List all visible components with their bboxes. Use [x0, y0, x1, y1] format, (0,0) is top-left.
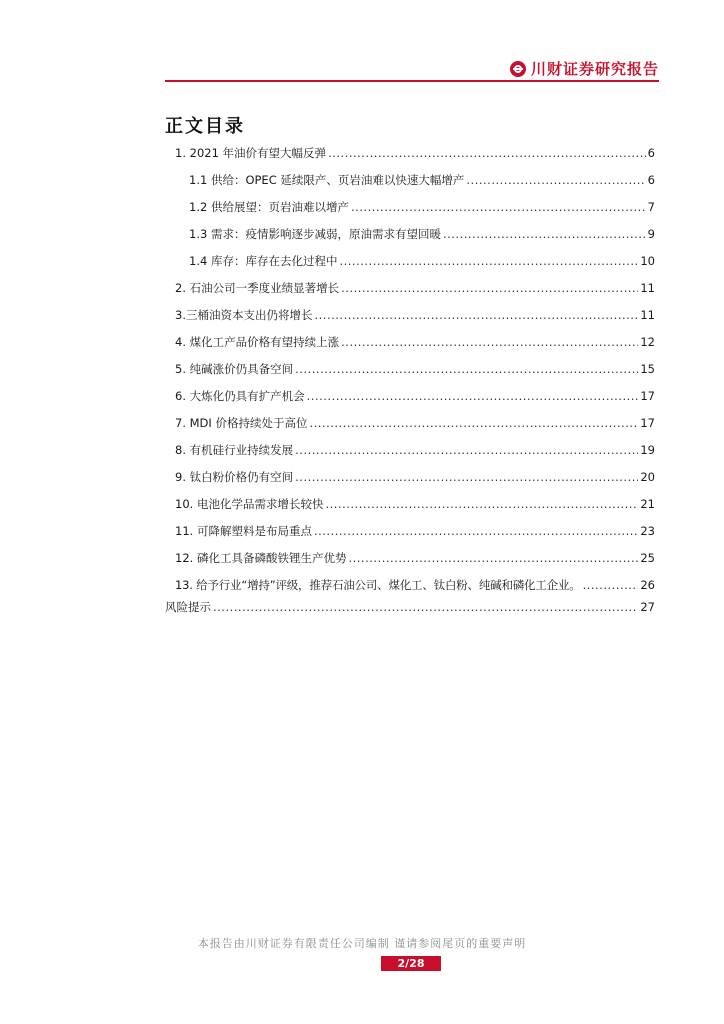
toc-entry[interactable]	[175, 469, 655, 485]
toc-entry[interactable]	[175, 550, 655, 566]
toc-entry-label: 12. 磷化工具备磷酸铁锂生产优势	[175, 551, 347, 565]
brand	[510, 58, 659, 79]
toc-entry[interactable]	[175, 388, 655, 404]
toc-entry-page: 11	[640, 308, 655, 322]
toc-leader-dots	[307, 388, 639, 404]
toc-entry[interactable]	[175, 496, 655, 512]
toc-leader-dots	[341, 334, 638, 350]
toc-entry[interactable]	[189, 226, 655, 242]
toc-entry-label: 10. 电池化学品需求增长较快	[175, 497, 324, 511]
toc-leader-dots	[213, 599, 638, 615]
toc-entry[interactable]	[189, 199, 655, 215]
toc-entry-page: 17	[640, 389, 655, 403]
toc-entry-page: 11	[640, 281, 655, 295]
toc-leader-dots	[295, 442, 638, 458]
header-divider	[165, 80, 659, 82]
toc-entry-page: 21	[640, 497, 655, 511]
toc-entry[interactable]	[189, 172, 655, 188]
toc-leader-dots	[295, 361, 638, 377]
toc-entry-label: 风险提示	[165, 600, 211, 614]
toc-entry-label: 1.3 需求：疫情影响逐步减弱，原油需求有望回暖	[189, 227, 441, 241]
toc-entry-page: 10	[640, 254, 655, 268]
toc-leader-dots	[328, 145, 646, 161]
toc-entry-page: 9	[647, 227, 655, 241]
toc-entry-label: 1. 2021 年油价有望大幅反弹	[175, 146, 327, 160]
toc-entry[interactable]	[175, 442, 655, 458]
footer-disclaimer: 本报告由川财证券有限责任公司编制 谨请参阅尾页的重要声明	[197, 937, 527, 950]
toc-entry-label: 7. MDI 价格持续处于高位	[175, 416, 308, 430]
toc-entry[interactable]	[175, 307, 655, 323]
toc-leader-dots	[309, 415, 638, 431]
brand-name: 川财证券研究报告	[530, 60, 659, 78]
toc-entry-label: 4. 煤化工产品价格有望持续上涨	[175, 335, 340, 349]
toc-entry-label: 11. 可降解塑料是布局重点	[175, 524, 312, 538]
toc-entry-page: 20	[640, 470, 655, 484]
toc-leader-dots	[314, 307, 638, 323]
toc-entry-page: 15	[640, 362, 655, 376]
toc-entry-page: 7	[647, 200, 655, 214]
toc-entry[interactable]	[175, 334, 655, 350]
toc-entry-label: 1.2 供给展望：页岩油难以增产	[189, 200, 349, 214]
toc-entry-page: 6	[647, 146, 655, 160]
toc-entry-page: 26	[640, 578, 655, 592]
toc-leader-dots	[348, 550, 638, 566]
toc-entry[interactable]	[175, 280, 655, 296]
toc-entry-label: 5. 纯碱涨价仍具备空间	[175, 362, 294, 376]
toc-entry-label: 3.三桶油资本支出仍将增长	[175, 308, 313, 322]
toc-entry-page: 23	[640, 524, 655, 538]
toc-entry-label: 2. 石油公司一季度业绩显著增长	[175, 281, 340, 295]
toc-entry-label: 1.4 库存：库存在去化过程中	[189, 254, 338, 268]
toc-entry[interactable]	[175, 577, 655, 593]
toc-entry-page: 6	[647, 173, 655, 187]
toc-leader-dots	[351, 199, 646, 215]
toc-title: 正文目录	[165, 116, 245, 137]
toc-entry-page: 17	[640, 416, 655, 430]
toc-entry[interactable]	[175, 361, 655, 377]
toc-leader-dots	[583, 577, 639, 593]
toc-entry-label: 8. 有机硅行业持续发展	[175, 443, 294, 457]
report-header	[165, 56, 659, 84]
chuancai-logo-icon	[510, 61, 526, 77]
toc-entry[interactable]	[175, 415, 655, 431]
toc-entry-label: 1.1 供给：OPEC 延续限产、页岩油难以快速大幅增产	[189, 173, 465, 187]
toc-entry[interactable]	[175, 523, 655, 539]
page-number-badge: 2/28	[381, 956, 441, 971]
toc-entry[interactable]	[189, 253, 655, 269]
toc-entry-page: 12	[640, 335, 655, 349]
toc-leader-dots	[466, 172, 645, 188]
toc-leader-dots	[325, 496, 638, 512]
toc-entry-page: 19	[640, 443, 655, 457]
toc-entry[interactable]	[175, 145, 655, 161]
toc-leader-dots	[341, 280, 638, 296]
toc-entry[interactable]	[165, 599, 655, 615]
toc-leader-dots	[339, 253, 638, 269]
toc-leader-dots	[295, 469, 638, 485]
toc-entry-page: 27	[640, 600, 655, 614]
toc-entry-label: 13. 给予行业“增持”评级，推荐石油公司、煤化工、钛白粉、纯碱和磷化工企业。	[175, 578, 581, 592]
toc-leader-dots	[443, 226, 646, 242]
toc-leader-dots	[314, 523, 638, 539]
toc-entry-page: 25	[640, 551, 655, 565]
toc-entry-label: 6. 大炼化仍具有扩产机会	[175, 389, 305, 403]
toc-entry-label: 9. 钛白粉价格仍有空间	[175, 470, 294, 484]
